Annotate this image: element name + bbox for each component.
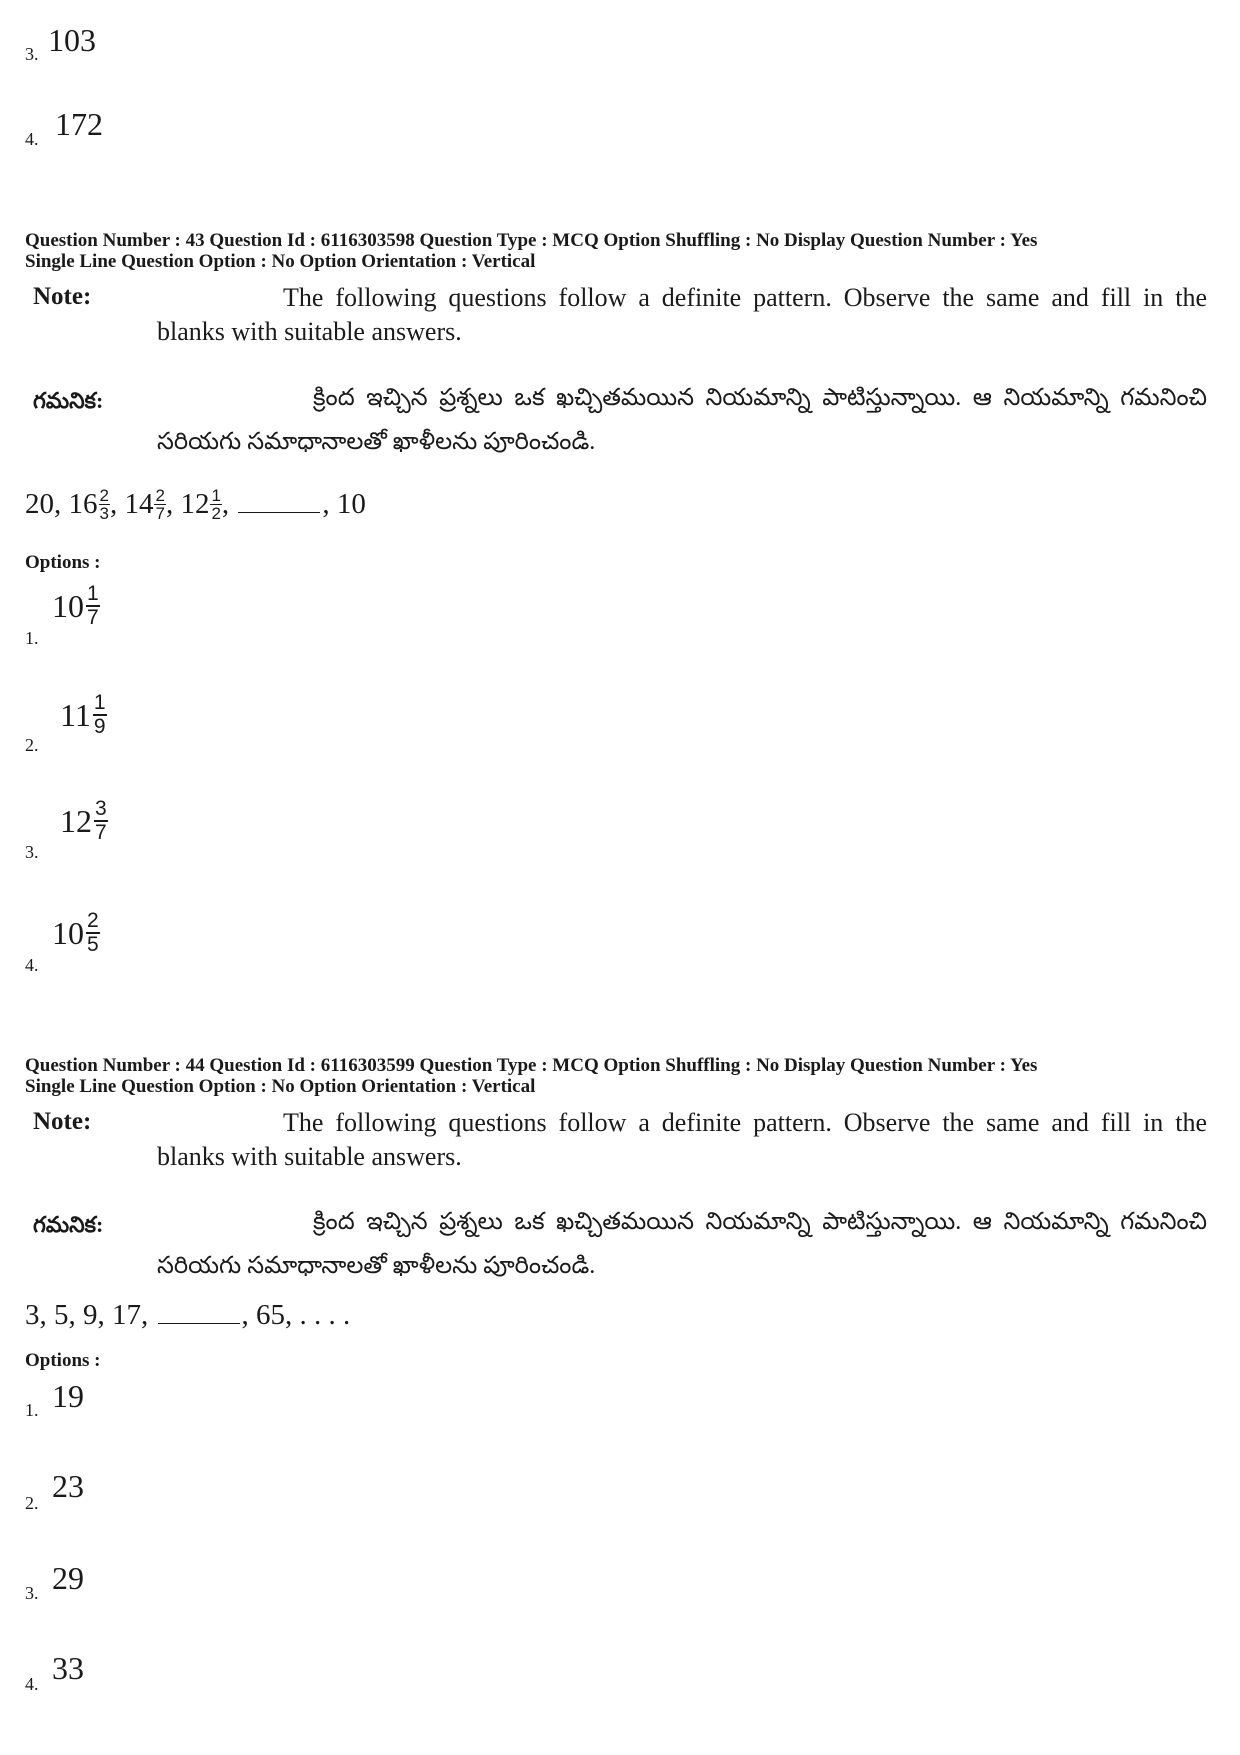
option-value: 172 (55, 106, 103, 142)
question-meta-line-1: Question Number : 43 Question Id : 6116303598 Question Type : MCQ Option Shuffling : No Display Question Number : Yes (25, 230, 1038, 251)
option-number: 1. (25, 628, 39, 648)
series-term: 20, (25, 488, 62, 520)
options-label: Options : (25, 1350, 101, 1371)
number-series: 3, 5, 9, 17, , 65, . . . . (25, 1299, 351, 1331)
answer-blank (158, 1323, 240, 1324)
note-label: Note: (33, 283, 92, 310)
option-value: 19 (52, 1378, 84, 1414)
note-text: The following questions follow a definite pattern. Observe the same and fill in the blanks with suitable answers. (157, 1108, 1207, 1171)
option-value: 23 (52, 1468, 84, 1504)
option-number: 2. (25, 735, 39, 755)
telugu-note-label: గమనిక: (33, 388, 104, 413)
option-number: 2. (25, 1493, 39, 1513)
option-value: 12 $\frac{3}{7}$ (60, 797, 107, 844)
option-value: 11 $\frac{1}{9}$ (60, 691, 106, 738)
number-series: 20, 16 2 3 , 14 2 7 , 12 1 2 , , 10 (25, 486, 366, 523)
note-label: Note: (33, 1108, 92, 1135)
answer-blank (238, 512, 320, 513)
options-label: Options : (25, 552, 101, 573)
telugu-note-text: క్రింద ఇచ్చిన ప్రశ్నలు ఒక ఖచ్చితమయిన నియమాన్ని పాటిస్తున్నాయి. ఆ నియమాన్ని గమనించి సరియగు సమాధానాలతో ఖాళీలను పూరించండి. (157, 385, 1207, 455)
option-number: 3. (25, 44, 39, 64)
option-value: 10 $\frac{1}{7}$ (52, 582, 99, 629)
option-number: 4. (25, 129, 39, 149)
option-value: 29 (52, 1560, 84, 1596)
option-value: 10 $\frac{2}{5}$ (52, 909, 99, 956)
option-value: 33 (52, 1650, 84, 1686)
series-mixed-fraction: 14 2 7 (124, 486, 165, 523)
question-meta-line-2: Single Line Question Option : No Option Orientation : Vertical (25, 251, 536, 272)
option-number: 3. (25, 842, 39, 862)
telugu-note-label: గమనిక: (33, 1212, 104, 1237)
option-number: 4. (25, 1674, 39, 1694)
series-mixed-fraction: 16 2 3 (68, 486, 109, 523)
note-text: The following questions follow a definite pattern. Observe the same and fill in the blanks with suitable answers. (157, 283, 1207, 346)
option-value: 103 (48, 22, 96, 58)
question-meta-line-2: Single Line Question Option : No Option Orientation : Vertical (25, 1076, 536, 1097)
question-meta-line-1: Question Number : 44 Question Id : 6116303599 Question Type : MCQ Option Shuffling : No Display Question Number : Yes (25, 1055, 1038, 1076)
option-number: 3. (25, 1583, 39, 1603)
series-mixed-fraction: 12 1 2 (180, 486, 221, 523)
telugu-note-text: క్రింద ఇచ్చిన ప్రశ్నలు ఒక ఖచ్చితమయిన నియమాన్ని పాటిస్తున్నాయి. ఆ నియమాన్ని గమనించి సరియగు సమాధానాలతో ఖాళీలను పూరించండి. (157, 1209, 1207, 1279)
option-number: 4. (25, 955, 39, 975)
option-number: 1. (25, 1400, 39, 1420)
